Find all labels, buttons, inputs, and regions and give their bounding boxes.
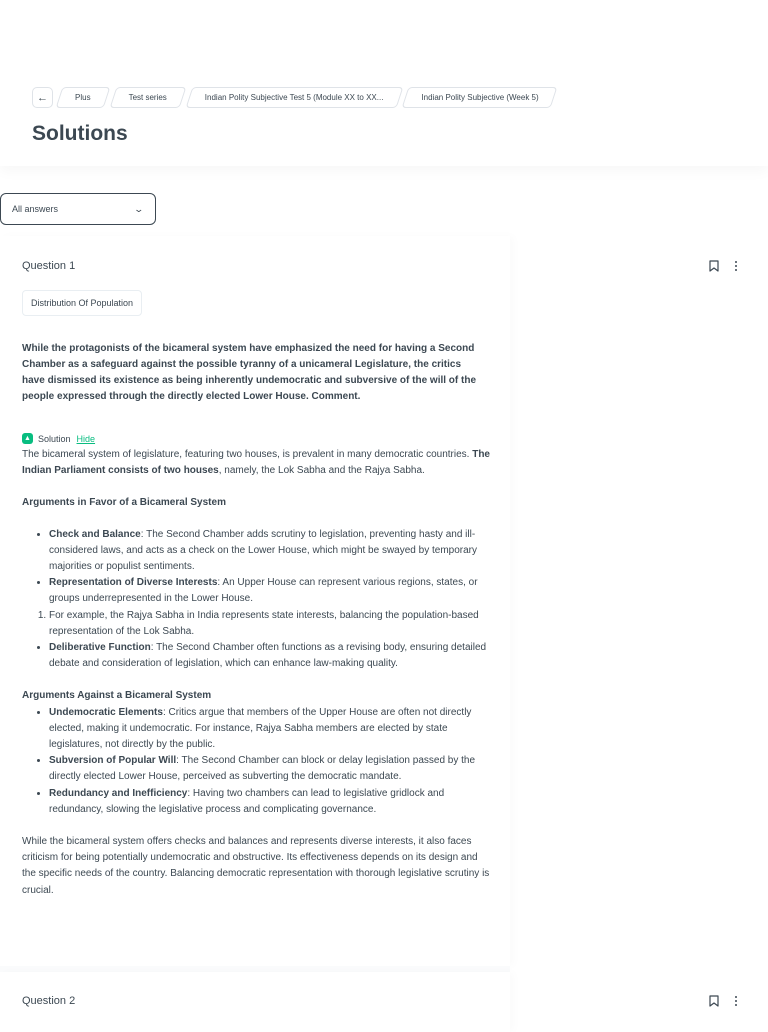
- list-item: • Check and Balance: The Second Chamber adds scrutiny to legislation, preventing hasty and ill-considered laws, and acts as a check on the Lower House, which might be swayed by temporary majorities or populist sentiments.: [49, 527, 492, 576]
- question-header: [22, 258, 742, 274]
- question-header: [22, 993, 742, 1009]
- list-item: • Deliberative Function: The Second Chamber often functions as a revising body, ensuring detailed debate and consideration of legislation, which can enhance law-making quality.: [49, 640, 492, 672]
- bookmark-button[interactable]: [708, 259, 720, 273]
- bookmark-icon: [709, 995, 719, 1007]
- answer-filter-dropdown[interactable]: [0, 193, 156, 225]
- bookmark-icon: [709, 260, 719, 272]
- bookmark-button[interactable]: [708, 994, 720, 1008]
- solution-label: Solution: [38, 433, 71, 444]
- more-options-button[interactable]: [730, 994, 742, 1008]
- breadcrumb-item-test[interactable]: Indian Polity Subjective Test 5 (Module XX to XX...: [189, 87, 400, 108]
- list-item: • Representation of Diverse Interests: An Upper House can represent various regions, states, or groups underrepresented in the Lower House.: [49, 575, 492, 607]
- question-label: Question 2: [22, 995, 76, 1007]
- hide-solution-link[interactable]: Hide: [76, 433, 96, 444]
- against-heading: Arguments Against a Bicameral System: [22, 690, 212, 702]
- page-header: [0, 0, 768, 166]
- back-button[interactable]: [32, 87, 53, 108]
- question-label: Question 1: [22, 260, 76, 272]
- list-item: 1. For example, the Rajya Sabha in India represents state interests, balancing the population-based representation of the Lok Sabha.: [49, 608, 492, 640]
- list-item: • Undemocratic Elements: Critics argue that members of the Upper House are often not directly elected, making it undemocratic. For instance, Rajya Sabha members are elected by state legislatures, not directly by the public.: [49, 705, 492, 754]
- more-vertical-icon: [734, 260, 738, 272]
- page-title: Solutions: [32, 122, 128, 145]
- arrow-left-icon: ←: [37, 91, 48, 104]
- favor-list: [22, 527, 492, 608]
- more-options-button[interactable]: [730, 259, 742, 273]
- chevron-down-icon: ⌄: [133, 203, 145, 214]
- topic-tag: Distribution Of Population: [22, 290, 142, 316]
- breadcrumb-item-week[interactable]: Indian Polity Subjective (Week 5): [405, 87, 554, 108]
- list-item: • Subversion of Popular Will: The Second Chamber can block or delay legislation passed by the directly elected Lower House, perceived as subverting the democratic mandate.: [49, 753, 492, 785]
- solution-conclusion: While the bicameral system offers checks and balances and represents diverse interests, it also faces criticism for being potentially undemocratic and obstructive. Its effectiveness depends on its design and the specific needs of the country. Balancing democratic representation with thorough legislative scrutiny is crucial.: [22, 836, 490, 896]
- list-item: • Redundancy and Inefficiency: Having two chambers can lead to legislative gridlock and redundancy, slowing the legislative process and complicating governance.: [49, 786, 492, 818]
- solution-header: [22, 433, 95, 444]
- breadcrumb-item-plus[interactable]: Plus: [59, 87, 107, 108]
- solution-icon: ▲: [22, 433, 33, 444]
- solution-body: [22, 447, 492, 899]
- more-vertical-icon: [734, 995, 738, 1007]
- favor-list-continued: [22, 640, 492, 672]
- solution-intro: The bicameral system of legislature, featuring two houses, is prevalent in many democratic countries. The Indian Parliament consists of two houses, namely, the Lok Sabha and the Rajya Sabha.: [22, 449, 490, 477]
- breadcrumb: [32, 87, 555, 108]
- breadcrumb-item-test-series[interactable]: Test series: [113, 87, 183, 108]
- example-list: [22, 608, 492, 640]
- favor-heading: Arguments in Favor of a Bicameral System: [22, 497, 226, 509]
- answer-filter-value: All answers: [12, 204, 59, 214]
- against-list: [22, 705, 492, 818]
- question-text: While the protagonists of the bicameral system have emphasized the need for having a Second Chamber as a safeguard against the possible tyranny of a unicameral Legislature, the critics have dismissed its existence as being inherently undemocratic and subversive of the will of the people expressed through the directly elected Lower House. Comment.: [22, 343, 477, 402]
